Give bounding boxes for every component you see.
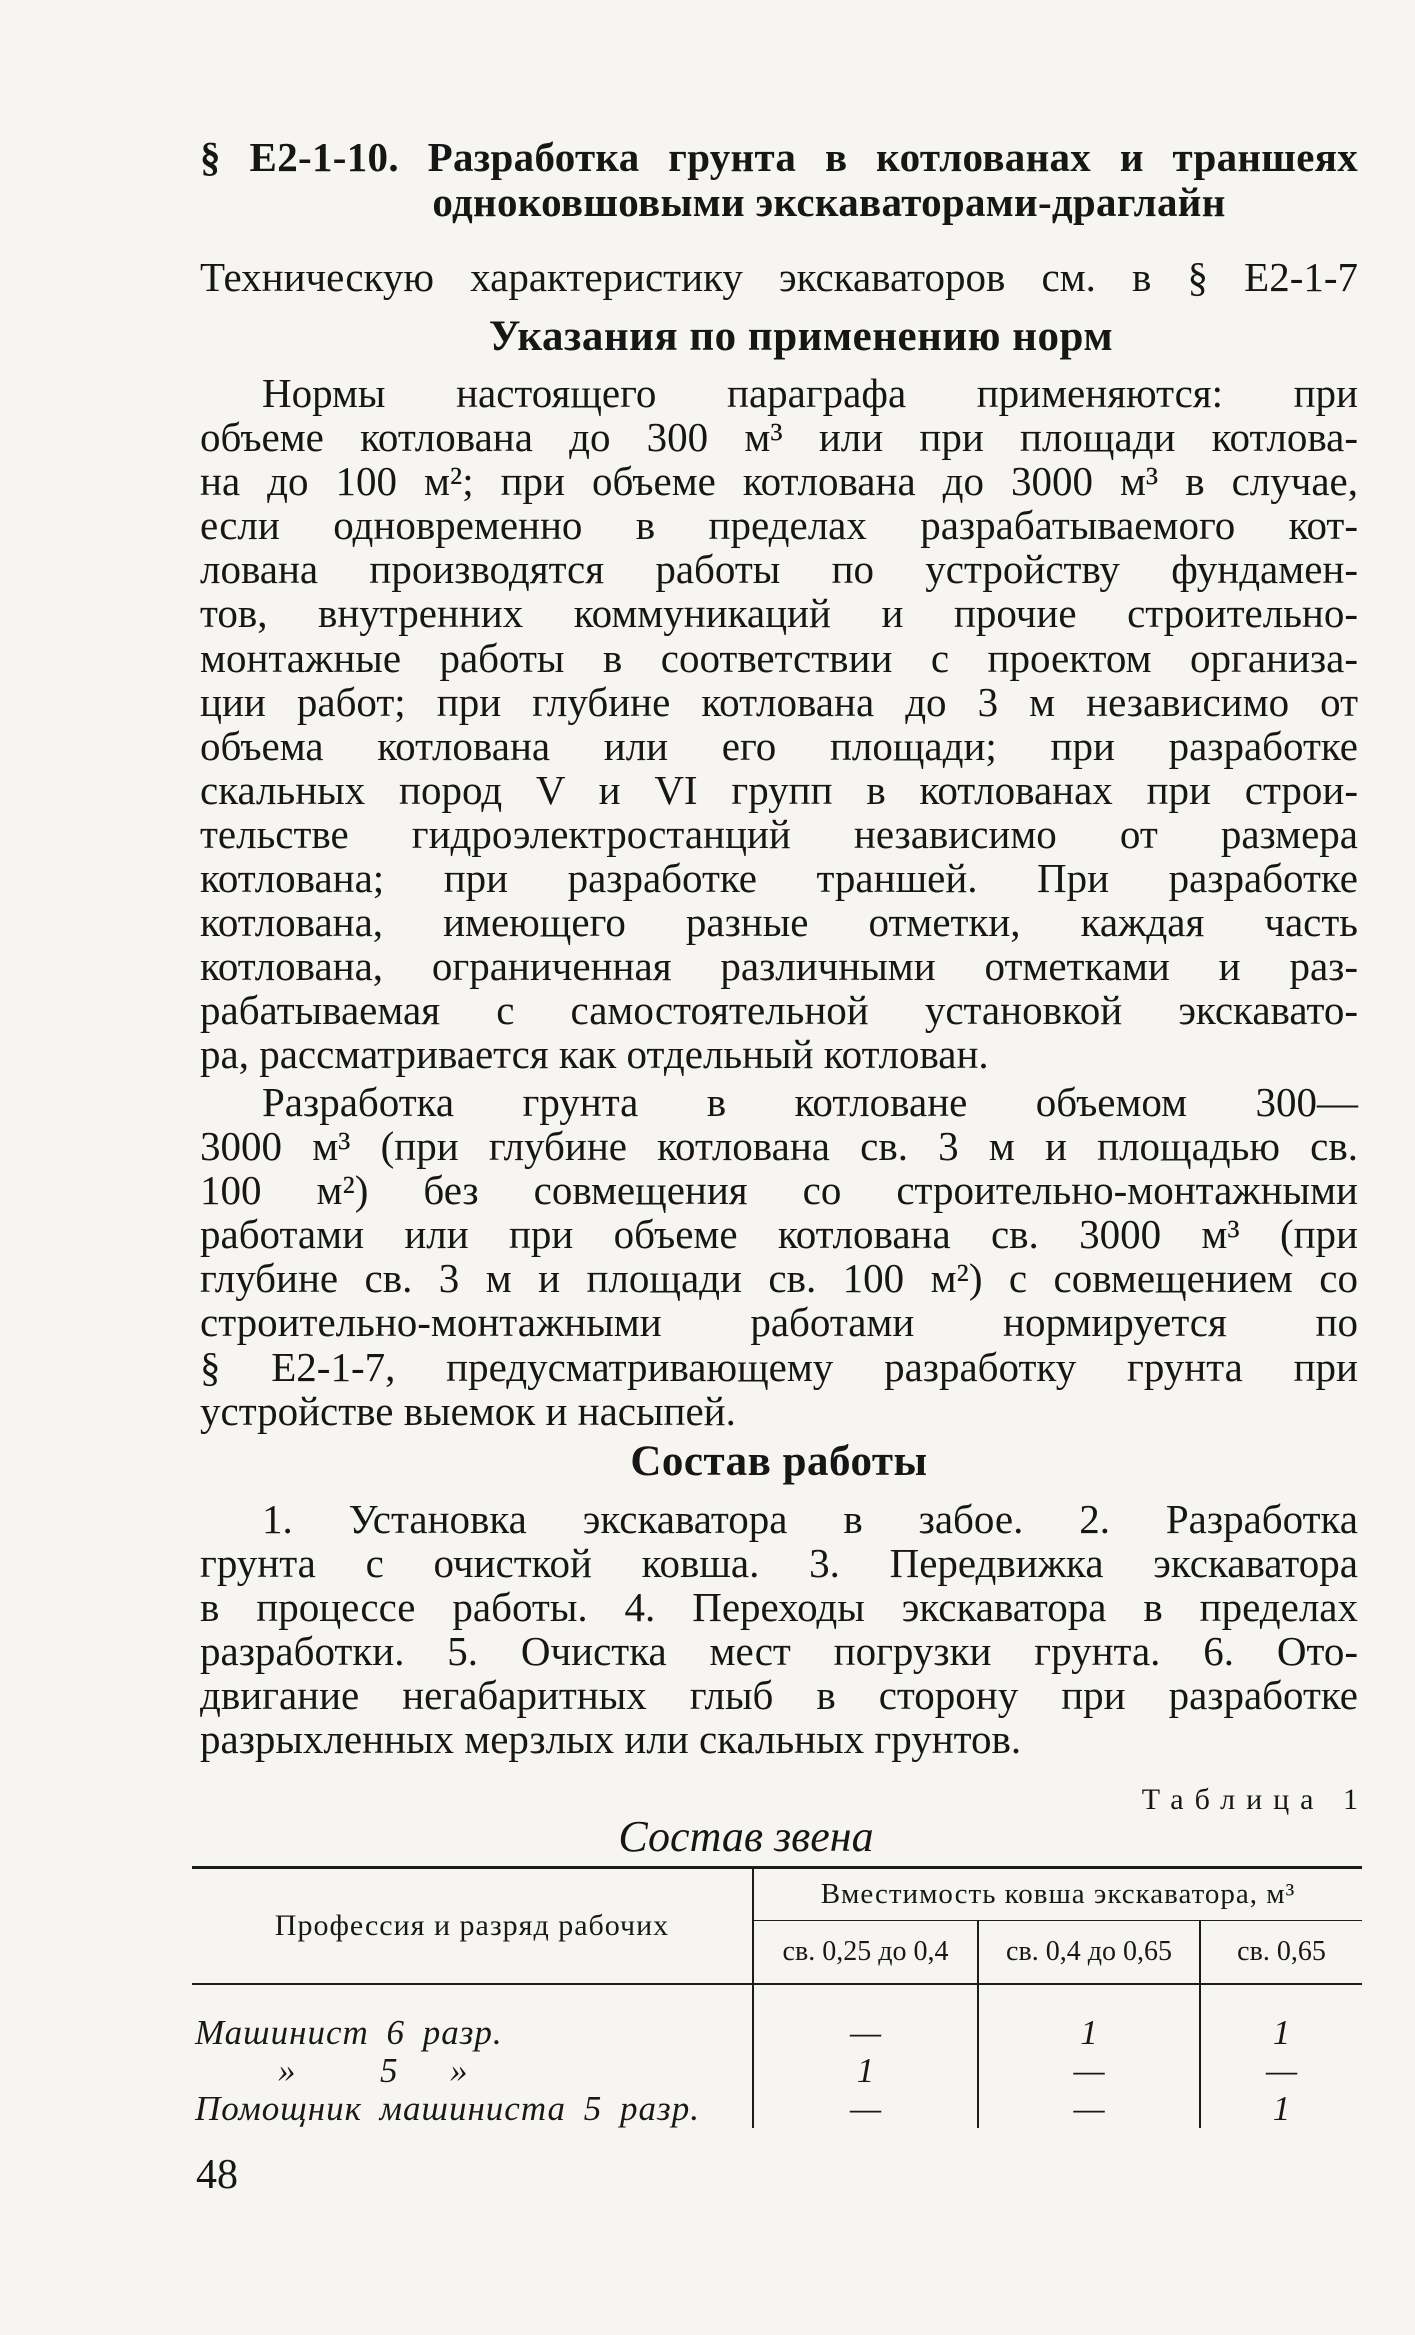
table-caption: Таблица 1	[1141, 1783, 1369, 1816]
crew-count-cell: —	[849, 2012, 882, 2052]
work-composition-paragraph	[200, 1497, 1358, 1762]
text-line: Нормы настоящего параграфа применяются: при	[262, 370, 1358, 416]
text-line: 3000 м³ (при глубине котлована св. 3 м и площадью св.	[200, 1123, 1358, 1170]
crew-count-cell: —	[1200, 2052, 1362, 2090]
page-number: 48	[196, 2152, 238, 2198]
text-line: разрыхленных мерзлых или скальных грунтов.	[200, 1716, 1022, 1763]
table-row	[192, 2090, 1362, 2128]
work-composition-heading: Состав работы	[630, 1438, 928, 1485]
text-line: котлована; при разработке траншей. При разработке	[200, 855, 1358, 902]
bucket-capacity-group-header: Вместимость ковша экскаватора, м³	[753, 1868, 1362, 1921]
crew-count-cell: 1	[1200, 2090, 1362, 2128]
profession-cell: Машинист 6 разр.	[192, 1984, 753, 2052]
crew-count-cell: —	[978, 2090, 1200, 2128]
capacity-subheader: св. 0,65	[1200, 1921, 1362, 1984]
ditto-mark: »	[278, 2050, 297, 2090]
crew-count-cell: —	[978, 2052, 1200, 2090]
text-line: тов, внутренних коммуникаций и прочие строительно-	[200, 590, 1358, 637]
crew-count-cell: 1	[978, 1984, 1200, 2052]
text-line: объема котлована или его площади; при разработке	[200, 722, 1358, 769]
text-line: Техническую характеристику экскаваторов см. в § Е2-1-7	[200, 254, 1358, 300]
text-line: объеме котлована до 300 м³ или при площади котлова-	[200, 414, 1358, 461]
guidelines-paragraph-1	[200, 371, 1358, 1077]
text-line: скальных пород V и VI групп в котлованах при строи-	[200, 766, 1358, 813]
table-row	[192, 2052, 1362, 2090]
text-line: § Е2-1-7, предусматривающему разработку грунта при	[200, 1343, 1358, 1390]
reference-note	[200, 255, 1358, 299]
section-title-line: § Е2-1-10. Разработка грунта в котлованах и траншеях	[200, 134, 1358, 180]
text-line: рабатываемая с самостоятельной установкой экскавато-	[200, 987, 1358, 1034]
text-line: монтажные работы в соответствии с проектом организа-	[200, 634, 1358, 681]
profession-cell	[192, 2052, 753, 2090]
ditto-mark: »	[450, 2050, 469, 2090]
text-line: устройстве выемок и насыпей.	[200, 1387, 736, 1434]
crew-count-cell: —	[849, 2088, 882, 2128]
text-line: ции работ; при глубине котлована до 3 м независимо от	[200, 678, 1358, 725]
text-line: строительно-монтажными работами нормируется по	[200, 1299, 1358, 1346]
work-composition-section	[200, 1440, 1358, 1484]
text-line: лована производятся работы по устройству фундамен-	[200, 546, 1358, 593]
table-row	[192, 1984, 1362, 2052]
text-line: грунта с очисткой ковша. 3. Передвижка экскаватора	[200, 1540, 1358, 1587]
crew-count-cell: 1	[1200, 1984, 1362, 2052]
crew-composition-table	[192, 1866, 1362, 2128]
guidelines-section	[200, 315, 1358, 359]
text-line: на до 100 м²; при объеме котлована до 3000 м³ в случае,	[200, 458, 1358, 505]
guidelines-heading: Указания по применению норм	[488, 313, 1114, 360]
text-line: двигание негабаритных глыб в сторону при разработке	[200, 1672, 1358, 1719]
profession-column-header: Профессия и разряд рабочих	[192, 1868, 753, 1984]
text-line: если одновременно в пределах разрабатываемого кот-	[200, 502, 1358, 549]
text-line: котлована, имеющего разные отметки, каждая часть	[200, 899, 1358, 946]
grade-number: 5	[380, 2050, 399, 2090]
text-line: работами или при объеме котлована св. 3000 м³ (при	[200, 1211, 1358, 1258]
text-line: Разработка грунта в котловане объемом 300—	[262, 1079, 1358, 1125]
text-line: 1. Установка экскаватора в забое. 2. Разработка	[262, 1496, 1358, 1542]
text-line: ра, рассматривается как отдельный котлован.	[200, 1031, 989, 1078]
text-line: тельстве гидроэлектростанций независимо от размера	[200, 810, 1358, 857]
section-title-line: одноковшовыми экскаваторами-драглайн	[432, 179, 1226, 225]
crew-count-cell: 1	[856, 2050, 875, 2090]
capacity-subheader: св. 0,25 до 0,4	[753, 1921, 978, 1984]
table-header-row	[192, 1868, 1362, 1921]
text-line: котлована, ограниченная различными отметками и раз-	[200, 943, 1358, 990]
text-line: глубине св. 3 м и площади св. 100 м²) с совмещением со	[200, 1255, 1358, 1302]
text-line: разработки. 5. Очистка мест погрузки грунта. 6. Ото-	[200, 1628, 1358, 1675]
ditto-marks	[195, 2052, 752, 2090]
table-title: Состав звена	[618, 1812, 874, 1861]
text-line: 100 м²) без совмещения со строительно-монтажными	[200, 1167, 1358, 1214]
capacity-subheader: св. 0,4 до 0,65	[978, 1921, 1200, 1984]
section-title	[200, 135, 1358, 225]
profession-cell: Помощник машиниста 5 разр.	[192, 2090, 753, 2128]
guidelines-paragraph-2	[200, 1080, 1358, 1433]
text-line: в процессе работы. 4. Переходы экскаватора в пределах	[200, 1584, 1358, 1631]
